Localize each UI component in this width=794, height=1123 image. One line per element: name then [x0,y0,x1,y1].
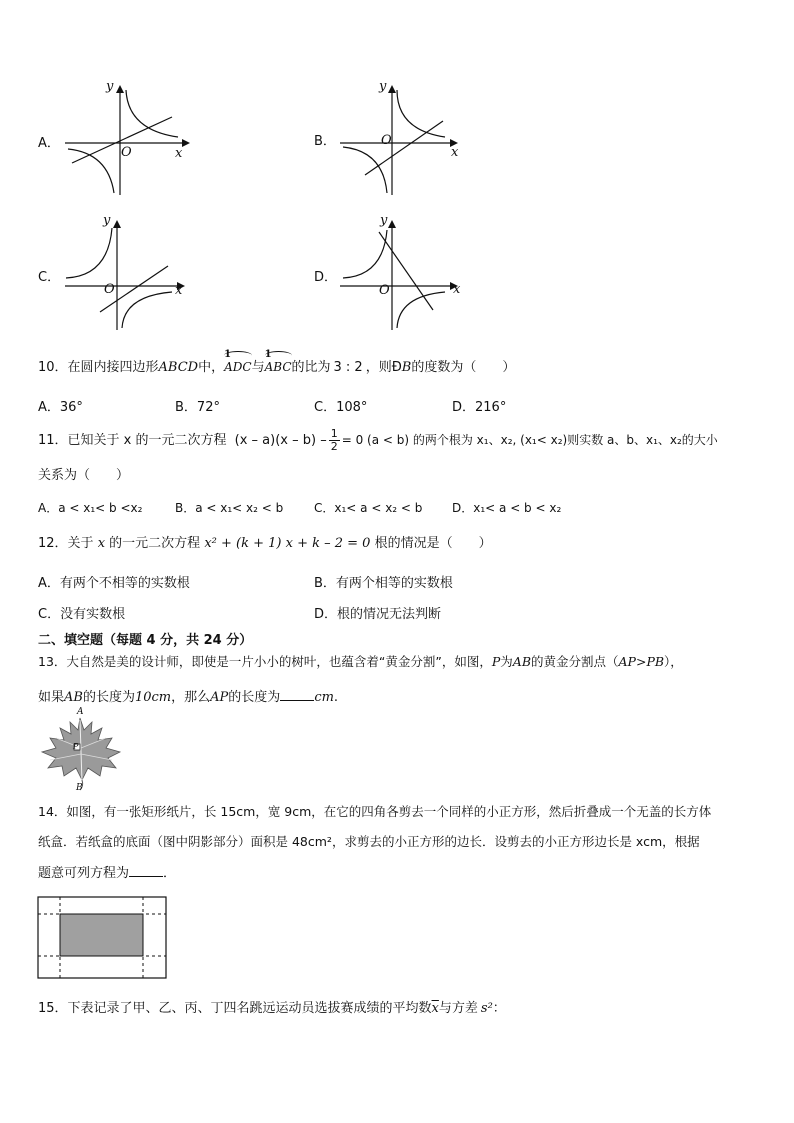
q10-text: 的度数为（ ） [411,360,516,375]
arc-mark: 1 [264,349,272,360]
q14-line2: 纸盒．若纸盒的底面（图中阴影部分）面积是 48cm²，求剪去的小正方形的边长．设剪去的小正方形边长是 xcm，根据 [38,834,700,849]
q15-mean: $\overline{x}$ [431,1001,439,1016]
origin-label: O [104,282,115,297]
q14-text: ． [163,866,177,881]
q10-text: 的比为 [291,360,331,375]
q10-text: 中， [198,360,225,375]
q13-text: 如果 [38,690,65,705]
q15-variance: s² [480,1001,493,1016]
arc-abc [264,349,292,376]
option-label-a: A． [38,136,60,151]
q13-ab: AB [64,690,83,705]
q13-length: 10cm [134,690,172,705]
leaf-label-a: A [77,707,84,717]
graph-d [335,210,475,335]
q12-equation: x² + (k + 1) x + k – 2 = 0 [204,536,371,551]
q13-text: 为 [500,654,513,669]
q11-option-d: D．x₁< a < b < x₂ [452,501,562,515]
option-label-d: D． [314,270,338,285]
axis-label-x: x [175,283,183,298]
arc-adc [224,349,252,376]
axis-label-x: x [175,146,183,161]
q13-unit: cm [314,690,334,705]
answer-blank [129,864,163,877]
graph-c [60,210,200,335]
q12-option-a: A．有两个不相等的实数根 [38,576,190,591]
graph-a [60,75,200,200]
q13-text: 13．大自然是美的设计师，即使是一片小小的树叶，也蕴含着“黄金分割”，如图， [38,654,492,669]
fraction-half [329,428,340,453]
q12-option-c: C．没有实数根 [38,607,126,622]
origin-label: O [121,145,132,160]
q11-equation-rest: = 0 (a < b) 的两个根为 x₁、x₂, (x₁< x₂)则实数 a、b、x₁、x₂的大小 [341,433,718,447]
q10-stem [38,349,516,377]
q12-text: 的一元二次方程 [109,536,201,551]
q10-option-a: A．36° [38,400,83,415]
q13-line2 [38,688,338,707]
paper-figure [37,896,169,982]
option-label-b: B． [314,134,336,149]
q13-p: P [491,654,501,669]
q11-option-c: C．x₁< a < x₂ < b [314,501,423,515]
q10-ratio: 3 : 2 [333,360,363,375]
fraction-denominator: 2 [330,440,338,453]
axis-label-x: x [451,145,459,160]
arc-label: ADC [224,360,252,374]
axis-label-y: y [379,79,387,94]
axis-label-x: x [453,282,461,297]
q11-option-a: A．a < x₁< b <x₂ [38,501,143,515]
q13-text: ）， [664,654,683,669]
q11-text: 11．已知关于 x 的一元二次方程 [38,433,227,448]
leaf-label-p: P [73,742,79,751]
q11-equation: (x – a)(x – b) – [234,433,327,448]
q15-text: 15．下表记录了甲、乙、丙、丁四名跳远运动员选拔赛成绩的平均数 [38,1001,432,1016]
q10-option-b: B．72° [175,400,220,415]
q11-line2: 关系为（ ） [38,468,130,483]
leaf-label-b: B [76,783,83,793]
q10-quad: ABCD [158,360,199,375]
q10-angle: B [401,360,412,375]
q13-line1 [38,653,683,671]
q10-text: 与 [251,360,265,375]
q12-stem [38,535,492,553]
q10-option-c: C．108° [314,400,368,415]
maple-leaf-figure [36,708,128,792]
axis-label-y: y [103,213,111,228]
q13-ap: AP [210,690,229,705]
axis-label-y: y [106,79,114,94]
q13-text: 的黄金分割点（ [531,654,619,669]
q10-option-d: D．216° [452,400,507,415]
q11-option-b: B．a < x₁< x₂ < b [175,501,284,515]
q10-text: ，则Ð [365,360,402,375]
q13-text: ，那么 [171,690,211,705]
arc-mark: 1 [224,349,232,360]
q14-line3 [38,864,176,883]
option-label-c: C． [38,270,61,285]
q12-text: 根的情况是（ ） [374,536,492,551]
q10-text: 10．在圆内接四边形 [38,360,159,375]
answer-blank [280,688,314,701]
q15-text: ： [492,1001,506,1016]
q13-text: . [333,690,339,705]
axis-label-y: y [380,213,388,228]
q11-stem [38,428,718,453]
q13-text: 的长度为 [82,690,135,705]
graph-b [335,75,475,200]
q13-ab: AB [512,654,532,669]
q13-condition: AP>PB [618,654,665,669]
q12-option-b: B．有两个相等的实数根 [314,576,453,591]
arc-label: ABC [264,360,292,374]
fraction-numerator: 1 [330,427,338,440]
q14-text: 题意可列方程为 [38,866,130,881]
q15-text: 与方差 [438,1001,478,1016]
q14-line1: 14．如图，有一张矩形纸片，长 15cm，宽 9cm，在它的四角各剪去一个同样的小正方形，然后折叠成一个无盖的长方体 [38,804,712,819]
origin-label: O [379,283,390,298]
q12-option-d: D．根的情况无法判断 [314,607,442,622]
section-heading: 二、填空题（每题 4 分，共 24 分） [38,633,253,648]
q12-text: 12．关于 [38,536,94,551]
q13-text: 的长度为 [228,690,281,705]
origin-label: O [381,133,392,148]
q15-stem [38,1000,506,1018]
q12-var: x [97,536,106,551]
